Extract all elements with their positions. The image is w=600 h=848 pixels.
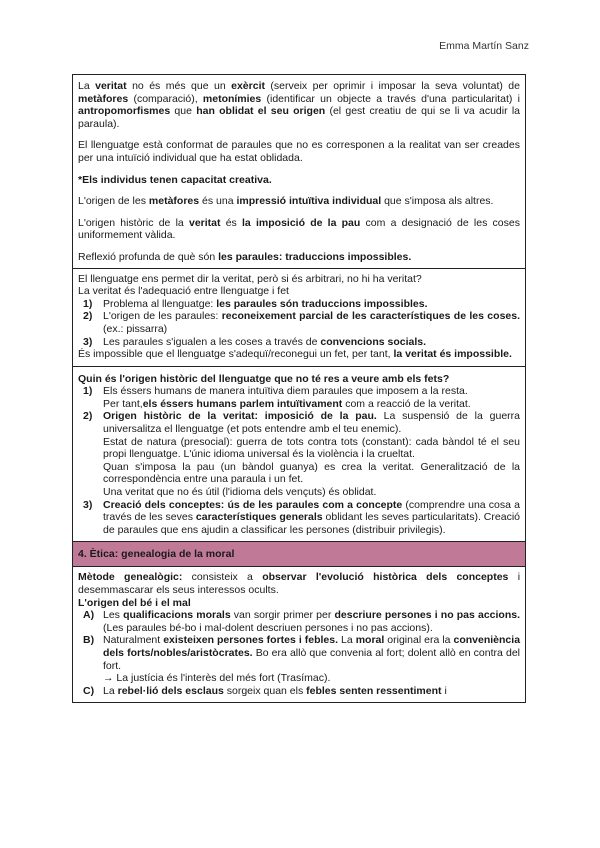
- list-item: 3) Les paraules s'igualen a les coses a través de convencions socials.: [83, 335, 427, 348]
- document-table: [72, 74, 526, 703]
- box-genealogy: [73, 566, 525, 702]
- paragraph-language-words: El llenguatge està conformat de paraules que no es corresponen a la realitat van ser creades per una intuïció individual que ha estat oblidada.: [78, 139, 520, 164]
- list-item: 3) Creació dels conceptes: ús de les paraules com a concepte (comprendre una cosa a través de les seves característiques generals oblidant les seves particularitats). Creació de paraules que ens ajudin a classificar les persones (distribuir privilegis).: [83, 498, 520, 536]
- list-item: C) La rebel·lió dels esclaus sorgeix quan els febles senten ressentiment i: [83, 684, 447, 697]
- list-item: 1) Els éssers humans de manera intuïtiva diem paraules que imposem a la resta. Per tant,els éssers humans parlem intuïtivament com a reacció de la veritat.: [83, 385, 471, 410]
- paragraph-genealogical-method: Mètode genealògic: consisteix a observar l'evolució històrica dels conceptes i desemmascarar els seus interessos ocults.: [78, 571, 521, 596]
- list-item: B) Naturalment existeixen persones fortes i febles. La moral original era la conveniència dels forts/nobles/aristòcrates. Bo era allò que convenia al fort; dolent allò en contra del fort. → La justícia és l'interès del més fort (Trasímac).: [83, 634, 521, 685]
- paragraph-deep-reflection: Reflexió profunda de què són les paraules: traduccions impossibles.: [78, 250, 412, 263]
- paragraph-metaphor-origin: L'origen de les metàfores és una impressió intuïtiva individual que s'imposa als altres.: [78, 195, 494, 208]
- list-item: A) Les qualificacions morals van sorgir primer per descriure persones i no pas accions. (Les paraules bé-bo i mal-dolent descriuen persones i no pas accions).: [83, 609, 520, 634]
- list-item: 1) Problema al llenguatge: les paraules són traduccions impossibles.: [83, 297, 428, 310]
- box-truth-metaphors: [73, 74, 525, 268]
- numbered-list: [78, 298, 520, 348]
- paragraph-truth-army: La veritat no és més que un exèrcit (serveix per oprimir i imposar la seva voluntat) de metàfores (comparació), metonímies (identificar un objecte a través d'una particularitat) i antropomorfismes que han oblidat el seu origen (el gest creatiu de qui se li va acudir la paraula).: [78, 80, 520, 130]
- box-historical-origin: [73, 366, 525, 542]
- paragraph-truth-origin: L'origen històric de la veritat és la imposició de la pau com a designació de les coses uniformement vàlida.: [78, 216, 520, 242]
- lettered-list: [78, 609, 520, 697]
- list-item: 2) Origen històric de la veritat: imposició de la pau. La suspensió de la guerra universalitza el llenguatge (et pots entendre amb el teu enemic). Estat de natura (presocial): guerra de tots contra tots (constant): cada bàndol té el seu propi llenguatge. L'únic idioma universal és la violència i la crueltat. Quan s'imposa la pau (un bàndol guanya) es crea la veritat. Generalització de la correspondència entre una paraula i un fet. Una veritat que no és útil (l'idioma dels vençuts) és oblidat.: [83, 410, 520, 499]
- author-name: Emma Martín Sanz: [439, 40, 529, 52]
- line-language-question: El llenguatge ens permet dir la veritat, però si és arbitrari, no hi ha veritat?: [78, 272, 422, 285]
- section-heading-ethics: 4. Ètica: genealogia de la moral: [73, 541, 525, 566]
- paragraph-truth-impossible: És impossible que el llenguatge s'adequï/reconegui un fet, per tant, la veritat és impossible.: [78, 348, 512, 361]
- line-truth-definition: La veritat és l'adequació entre llenguatge i fet: [78, 285, 289, 298]
- numbered-list: [78, 385, 520, 536]
- question-heading: Quin és l'origen històric del llenguatge que no té res a veure amb els fets?: [78, 372, 450, 385]
- paragraph-creative-capacity: *Els individus tenen capacitat creativa.: [78, 173, 272, 186]
- subheading-good-evil: L'origen del bé i el mal: [78, 596, 191, 609]
- list-item: 2) L'origen de les paraules: reconeixement parcial de les característiques de les coses. (ex.: pissarra): [83, 310, 520, 335]
- box-language-truth: [73, 268, 525, 366]
